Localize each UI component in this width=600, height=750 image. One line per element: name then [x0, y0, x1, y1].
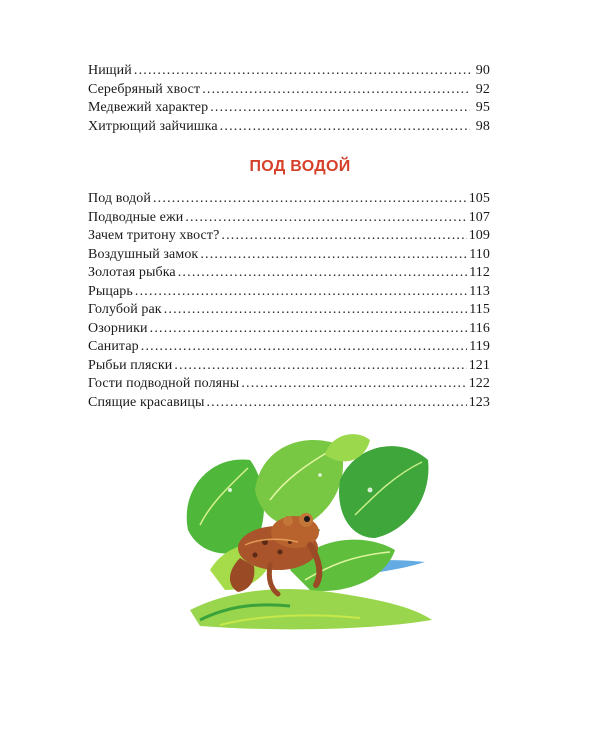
dot-leader [210, 99, 470, 118]
toc-list-bottom [88, 190, 490, 412]
dot-leader [153, 190, 467, 209]
toc-entry-title: Рыцарь [88, 283, 133, 299]
toc-entry [88, 209, 490, 228]
toc-entry [88, 81, 490, 100]
toc-entry-title: Воздушный замок [88, 246, 199, 262]
toc-list-top [88, 62, 490, 136]
toc-entry [88, 264, 490, 283]
dot-leader [221, 227, 466, 246]
dot-leader [141, 338, 467, 357]
toc-entry [88, 320, 490, 339]
toc-entry-page: 122 [468, 376, 490, 391]
section-heading: ПОД ВОДОЙ [249, 158, 351, 175]
toc-entry-page: 98 [475, 118, 490, 134]
dot-leader [135, 283, 467, 302]
toc-entry-page: 113 [469, 283, 490, 299]
toc-entry-page: 92 [475, 81, 490, 97]
dot-leader [185, 209, 466, 228]
dot-leader [134, 62, 470, 81]
toc-entry-page: 119 [469, 339, 490, 354]
dot-leader [150, 320, 468, 339]
dot-leader [164, 301, 468, 320]
toc-entry [88, 283, 490, 302]
toc-entry [88, 301, 490, 320]
toc-entry [88, 118, 490, 137]
toc-entry-page: 90 [475, 63, 490, 78]
toc-entry [88, 62, 490, 81]
frog-illustration [170, 420, 440, 640]
toc-entry-page: 107 [468, 209, 490, 225]
dot-leader [178, 264, 468, 283]
dot-leader [241, 375, 466, 394]
toc-entry-title: Нищий [88, 63, 132, 78]
toc-entry-title: Зачем тритону хвост? [88, 228, 220, 243]
toc-entry-title: Голубой рак [88, 302, 162, 317]
dot-leader [174, 357, 466, 376]
dot-leader [202, 81, 470, 100]
toc-entry [88, 338, 490, 357]
toc-entry [88, 375, 490, 394]
toc-entry-title: Рыбьи пляски [88, 357, 173, 373]
toc-entry-title: Подводные ежи [88, 209, 184, 225]
toc-entry-page: 112 [469, 265, 490, 280]
toc-entry-title: Золотая рыбка [88, 265, 176, 280]
toc-entry-title: Спящие красавицы [88, 394, 205, 410]
dot-leader [206, 394, 466, 413]
toc-entry [88, 227, 490, 246]
toc-entry [88, 394, 490, 413]
toc-entry-title: Санитар [88, 339, 139, 354]
toc-entry-title: Серебряный хвост [88, 81, 201, 97]
toc-entry-title: Озорники [88, 320, 148, 336]
toc-entry-title: Медвежий характер [88, 100, 209, 115]
toc-entry-page: 95 [475, 100, 490, 115]
toc-entry [88, 190, 490, 209]
toc-entry-page: 116 [469, 320, 490, 336]
toc-entry-page: 110 [469, 246, 490, 262]
dot-leader [200, 246, 467, 265]
dot-leader [220, 118, 470, 137]
toc-entry-title: Гости подводной поляны [88, 376, 240, 391]
toc-entry-page: 123 [468, 394, 490, 410]
toc-entry-page: 121 [468, 357, 490, 373]
toc-entry-page: 105 [468, 191, 490, 206]
toc-entry-title: Под водой [88, 191, 151, 206]
toc-entry-title: Хитрющий зайчишка [88, 118, 218, 134]
toc-entry-page: 109 [468, 228, 490, 243]
toc-entry [88, 99, 490, 118]
toc-entry [88, 246, 490, 265]
toc-entry [88, 357, 490, 376]
toc-entry-page: 115 [469, 302, 490, 317]
